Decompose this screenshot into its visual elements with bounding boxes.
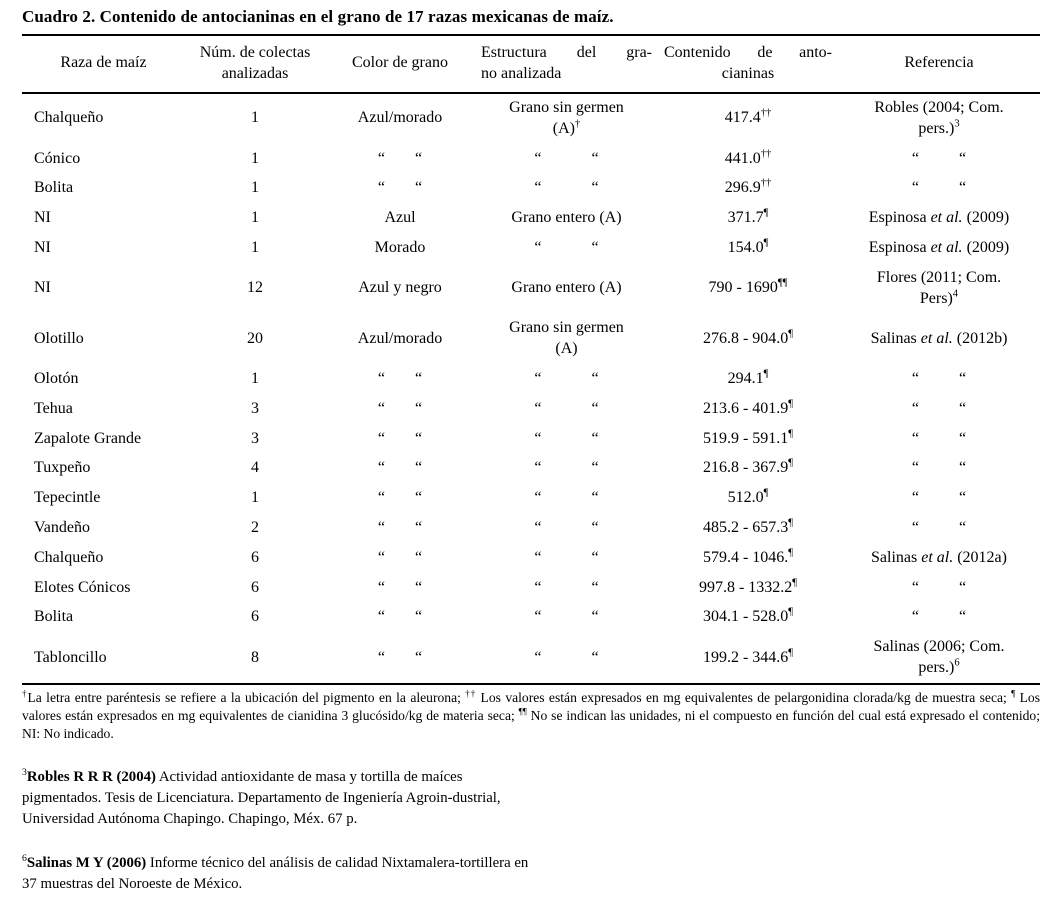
cell-referencia — [838, 603, 1040, 633]
ditto-mark: “ “ — [911, 608, 967, 626]
header-label: Estructura del gra- — [481, 44, 652, 61]
data-table — [22, 34, 1040, 685]
cell-estructura — [475, 484, 658, 514]
cell-color-grano — [325, 514, 475, 544]
header-label: cianinas — [721, 64, 775, 82]
column-header-color-grano — [325, 35, 475, 93]
cell-referencia: Robles (2004; Com. pers.)$^3$ — [874, 99, 1004, 137]
table-row — [22, 603, 1040, 633]
cell-contenido: 294.1¶ — [727, 368, 769, 388]
cell-referencia — [838, 144, 1040, 174]
ditto-mark: “ “ — [911, 578, 967, 596]
cell-num-colectas: 6 — [251, 608, 259, 626]
table-header-row — [22, 35, 1040, 93]
cell-estructura — [475, 603, 658, 633]
cell-referencia — [838, 514, 1040, 544]
ditto-mark: “ “ — [377, 489, 423, 507]
cell-num-colectas: 8 — [251, 648, 259, 666]
cell-num-colectas: 3 — [251, 429, 259, 447]
column-header-num-colectas — [185, 35, 325, 93]
cell-contenido: 296.9†† — [724, 178, 772, 197]
cell-estructura: Grano entero (A) — [511, 209, 622, 227]
table-row — [22, 573, 1040, 603]
cell-referencia — [838, 424, 1040, 454]
cell-raza: Bolita — [34, 608, 74, 626]
cell-contenido: 997.8 - 1332.2¶ — [698, 577, 798, 596]
cell-num-colectas: 6 — [251, 548, 259, 566]
cell-raza: Chalqueño — [34, 109, 104, 127]
column-header-contenido — [658, 35, 838, 93]
cell-num-colectas: 1 — [251, 489, 259, 507]
cell-raza: Bolita — [34, 179, 74, 197]
cell-referencia — [838, 174, 1040, 204]
cell-referencia: Salinas (2006; Com. pers.)$^6$ — [873, 638, 1005, 677]
cell-raza: Olotón — [34, 370, 79, 388]
ditto-mark: “ “ — [377, 519, 423, 537]
ditto-mark: “ “ — [534, 399, 599, 417]
ditto-mark: “ “ — [534, 648, 599, 666]
column-header-raza — [22, 35, 185, 93]
cell-estructura — [475, 144, 658, 174]
cell-contenido: 371.7¶ — [727, 207, 769, 227]
cell-referencia — [838, 365, 1040, 395]
cell-contenido: 276.8 - 904.0¶ — [702, 328, 794, 347]
cell-contenido: 304.1 - 528.0¶ — [702, 607, 794, 626]
table-footnote: †La letra entre paréntesis se refiere a la ubicación del pigmento en la aleurona; †† Los valores están expresados en mg equivalentes de pelargonidina clorada/kg de muestra seca; ¶ Los valores están expresados en mg equivalentes de cianidina 3 glucósido/kg de materia seca; ¶¶ No se indican las unidades, ni el compuesto en función del cual está expresado el contenido; NI: No indicado. — [22, 688, 1041, 742]
cell-color-grano — [325, 365, 475, 395]
cell-color-grano — [325, 573, 475, 603]
cell-num-colectas: 3 — [251, 399, 259, 417]
cell-referencia — [838, 573, 1040, 603]
cell-estructura — [475, 234, 658, 264]
cell-estructura: Grano sin germen (A) — [509, 319, 624, 358]
table-row — [22, 263, 1040, 314]
cell-contenido: 485.2 - 657.3¶ — [702, 517, 794, 537]
cell-color-grano: Azul/morado — [357, 329, 443, 347]
cell-num-colectas: 2 — [251, 519, 259, 537]
cell-estructura — [475, 514, 658, 544]
cell-estructura — [475, 394, 658, 424]
cell-color-grano — [325, 424, 475, 454]
cell-num-colectas: 6 — [251, 578, 259, 596]
cell-estructura — [475, 454, 658, 484]
ditto-mark: “ “ — [534, 370, 599, 388]
cell-color-grano — [325, 543, 475, 573]
header-label: Contenido de anto- — [664, 44, 832, 61]
cell-referencia: Flores (2011; Com. Pers)$^4$ — [876, 268, 1002, 307]
cell-raza: Tuxpeño — [34, 459, 91, 477]
cell-num-colectas: 1 — [251, 370, 259, 388]
ditto-mark: “ “ — [377, 648, 423, 666]
ditto-mark: “ “ — [534, 179, 599, 197]
cell-raza: Cónico — [34, 149, 81, 167]
cell-referencia: Salinas et al. (2012b) — [870, 329, 1008, 347]
cell-num-colectas: 1 — [251, 109, 259, 127]
cell-contenido: 579.4 - 1046.¶ — [702, 547, 794, 566]
cell-raza: Tehua — [34, 399, 73, 417]
cell-estructura: Grano sin germen (A)† — [509, 99, 624, 137]
table-body — [22, 93, 1040, 685]
table-row — [22, 314, 1040, 365]
cell-estructura — [475, 174, 658, 204]
ditto-mark: “ “ — [377, 429, 423, 447]
ditto-mark: “ “ — [911, 489, 967, 507]
cell-color-grano: Azul — [384, 209, 416, 227]
table-row — [22, 365, 1040, 395]
cell-raza: Olotillo — [34, 329, 84, 347]
column-header-estructura — [475, 35, 658, 93]
ditto-mark: “ “ — [377, 179, 423, 197]
column-header-referencia — [838, 35, 1040, 93]
cell-color-grano — [325, 174, 475, 204]
ditto-mark: “ “ — [534, 489, 599, 507]
cell-contenido: 441.0†† — [724, 148, 772, 167]
table-row — [22, 93, 1040, 145]
table-row — [22, 204, 1040, 234]
cell-color-grano — [325, 394, 475, 424]
ditto-mark: “ “ — [911, 519, 967, 537]
ditto-mark: “ “ — [377, 149, 423, 167]
table-row — [22, 144, 1040, 174]
cell-contenido: 790 - 1690¶¶ — [708, 277, 788, 297]
reference-salinas-2006: $^6$Salinas M Y (2006) Informe técnico del análisis de calidad Nixtamalera-tortillera en 37 muestras del Noroeste de México. — [22, 853, 529, 892]
ditto-mark: “ “ — [377, 608, 423, 626]
table-row — [22, 633, 1040, 685]
table-title: Cuadro 2. Contenido de antocianinas en el grano de 17 razas mexicanas de maíz. — [22, 7, 614, 26]
cell-color-grano — [325, 603, 475, 633]
cell-contenido: 417.4†† — [724, 108, 772, 127]
cell-contenido: 512.0¶ — [727, 487, 769, 507]
ditto-mark: “ “ — [534, 459, 599, 477]
cell-color-grano — [325, 633, 475, 685]
cell-num-colectas: 12 — [247, 279, 263, 297]
ditto-mark: “ “ — [377, 578, 423, 596]
ditto-mark: “ “ — [377, 548, 423, 566]
cell-color-grano: Azul/morado — [357, 109, 443, 127]
table-row — [22, 394, 1040, 424]
cell-raza: Zapalote Grande — [34, 429, 142, 447]
table-row — [22, 424, 1040, 454]
cell-raza: NI — [34, 239, 51, 257]
cell-contenido: 519.9 - 591.1¶ — [702, 428, 794, 447]
ditto-mark: “ “ — [534, 548, 599, 566]
ditto-mark: “ “ — [534, 578, 599, 596]
ditto-mark: “ “ — [911, 459, 967, 477]
cell-raza: Tepecintle — [34, 489, 101, 507]
cell-num-colectas: 1 — [251, 209, 259, 227]
cell-contenido: 213.6 - 401.9¶ — [702, 398, 794, 417]
ditto-mark: “ “ — [911, 149, 967, 167]
cell-raza: Chalqueño — [34, 548, 104, 566]
ditto-mark: “ “ — [377, 459, 423, 477]
ditto-mark: “ “ — [911, 399, 967, 417]
table-row — [22, 543, 1040, 573]
cell-raza: NI — [34, 279, 51, 297]
ditto-mark: “ “ — [534, 429, 599, 447]
cell-referencia: Espinosa et al. (2009) — [868, 209, 1010, 227]
cell-raza: NI — [34, 209, 51, 227]
cell-estructura — [475, 543, 658, 573]
cell-referencia: Salinas et al. (2012a) — [871, 548, 1007, 566]
cell-color-grano: Morado — [374, 239, 426, 257]
ditto-mark: “ “ — [911, 370, 967, 388]
cell-estructura — [475, 633, 658, 685]
cell-raza: Tabloncillo — [34, 648, 107, 666]
cell-color-grano — [325, 454, 475, 484]
cell-num-colectas: 20 — [247, 329, 263, 347]
cell-color-grano — [325, 484, 475, 514]
cell-estructura — [475, 424, 658, 454]
ditto-mark: “ “ — [911, 429, 967, 447]
cell-referencia — [838, 454, 1040, 484]
header-label: Color de grano — [352, 54, 448, 72]
header-label: Raza de maíz — [60, 54, 147, 72]
ditto-mark: “ “ — [534, 149, 599, 167]
ditto-mark: “ “ — [534, 519, 599, 537]
header-label: no analizada — [481, 64, 562, 82]
reference-robles-2004: $^3$Robles R R R (2004) Actividad antioxidante de masa y tortilla de maíces pigmentados. Tesis de Licenciatura. Departamento de Ingeniería Agroin-dustrial, Universidad Autónoma Chapingo. Chapingo, Méx. 67 p. — [22, 767, 501, 827]
cell-referencia — [838, 394, 1040, 424]
ditto-mark: “ “ — [534, 239, 599, 257]
cell-contenido: 216.8 - 367.9¶ — [702, 458, 794, 477]
table-row — [22, 174, 1040, 204]
header-label: Referencia — [904, 54, 974, 72]
table-row — [22, 514, 1040, 544]
cell-estructura: Grano entero (A) — [511, 279, 622, 297]
ditto-mark: “ “ — [534, 608, 599, 626]
header-label: Núm. de colectas — [199, 44, 311, 61]
cell-referencia — [838, 484, 1040, 514]
cell-num-colectas: 1 — [251, 149, 259, 167]
table-row — [22, 234, 1040, 264]
table-row — [22, 484, 1040, 514]
header-label: analizadas — [221, 64, 289, 82]
cell-raza: Vandeño — [34, 519, 90, 537]
table-row — [22, 454, 1040, 484]
cell-num-colectas: 1 — [251, 239, 259, 257]
cell-contenido: 199.2 - 344.6¶ — [702, 647, 794, 666]
cell-contenido: 154.0¶ — [727, 237, 769, 257]
cell-color-grano — [325, 144, 475, 174]
cell-num-colectas: 4 — [251, 459, 259, 477]
ditto-mark: “ “ — [377, 399, 423, 417]
cell-estructura — [475, 365, 658, 395]
ditto-mark: “ “ — [911, 179, 967, 197]
ditto-mark: “ “ — [377, 370, 423, 388]
cell-raza: Elotes Cónicos — [34, 578, 131, 596]
cell-color-grano: Azul y negro — [358, 279, 442, 297]
cell-referencia: Espinosa et al. (2009) — [868, 239, 1010, 257]
cell-estructura — [475, 573, 658, 603]
cell-num-colectas: 1 — [251, 179, 259, 197]
